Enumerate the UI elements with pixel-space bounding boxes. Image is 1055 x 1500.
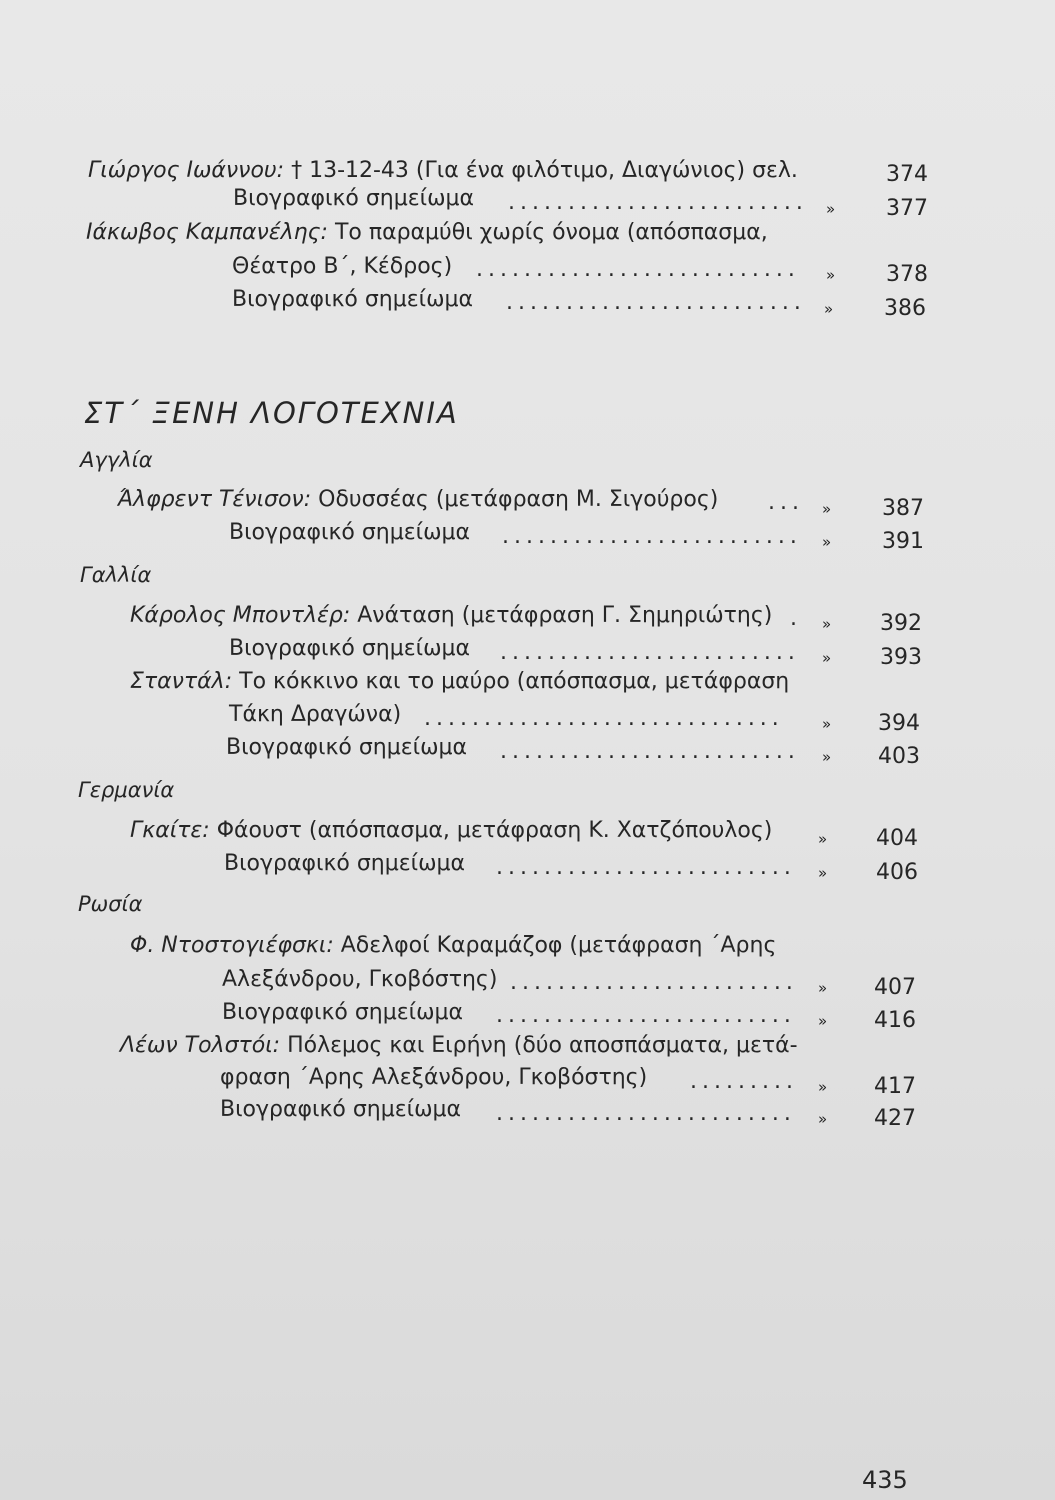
entry-title: † 13-12-43 (Για ένα φιλότιμο, Διαγώνιος) σελ.: [291, 158, 798, 183]
ditto-mark: »: [822, 649, 832, 667]
leader-dots: .........................: [500, 739, 800, 764]
ditto-mark: »: [826, 200, 836, 218]
page-ref: 391: [882, 529, 924, 554]
section-heading: ΣΤ΄ ΞΕΝΗ ΛΟΓΟΤΕΧΝΙΑ: [84, 396, 459, 430]
ditto-mark: »: [822, 615, 832, 633]
page-ref: 427: [874, 1106, 916, 1131]
bio-label: Βιογραφικό σημείωμα: [229, 520, 471, 545]
entry-title-cont: Αλεξάνδρου, Γκοβόστης): [222, 967, 498, 992]
entry-title-cont: Τάκη Δραγώνα): [229, 702, 402, 727]
leader-dots: .........................: [500, 640, 800, 665]
author-name: Γιώργος Ιωάννου:: [88, 158, 285, 183]
author-name: Κάρολος Μποντλέρ:: [130, 603, 351, 628]
leader-dots: .........................: [506, 290, 806, 315]
ditto-mark: »: [818, 1012, 828, 1030]
page-ref: 387: [882, 496, 924, 521]
page-ref: 417: [874, 1074, 916, 1099]
toc-entry: [86, 220, 768, 246]
country-russia: Ρωσία: [78, 892, 143, 916]
toc-entry: [130, 818, 772, 844]
leader-dots: ...........................: [476, 257, 800, 282]
bio-label: Βιογραφικό σημείωμα: [232, 287, 474, 312]
leader-dots: .........................: [496, 1101, 796, 1126]
toc-entry: [130, 603, 772, 629]
author-name: Λέων Τολστόι:: [120, 1033, 281, 1058]
toc-entry: [130, 933, 776, 959]
entry-title: Το κόκκινο και το μαύρο (απόσπασμα, μετάφραση: [239, 669, 790, 694]
entry-title: Ανάταση (μετάφραση Γ. Σημηριώτης): [357, 603, 773, 628]
leader-dots: ........................: [510, 970, 798, 995]
bio-label: Βιογραφικό σημείωμα: [226, 735, 468, 760]
ditto-mark: »: [826, 266, 836, 284]
ditto-mark: »: [818, 864, 828, 882]
leader-dots: .........................: [496, 1003, 796, 1028]
page-ref: 404: [876, 826, 918, 851]
page-ref: 416: [874, 1008, 916, 1033]
page-ref: 392: [880, 611, 922, 636]
ditto-mark: »: [822, 715, 832, 733]
leader-dots: ..............................: [424, 706, 784, 731]
leader-dots: .: [790, 606, 802, 631]
ditto-mark: »: [822, 500, 832, 518]
author-name: Φ. Ντοστογιέφσκι:: [130, 933, 334, 958]
page-ref: 377: [886, 196, 928, 221]
leader-dots: .........: [690, 1069, 798, 1094]
ditto-mark: »: [818, 830, 828, 848]
country-germany: Γερμανία: [78, 778, 175, 802]
toc-entry: [120, 1033, 798, 1059]
page-ref: 378: [886, 262, 928, 287]
bio-label: Βιογραφικό σημείωμα: [224, 851, 466, 876]
bio-label: Βιογραφικό σημείωμα: [229, 636, 471, 661]
author-name: Ιάκωβος Καμπανέλης:: [86, 220, 328, 245]
country-france: Γαλλία: [80, 563, 152, 587]
bio-label: Βιογραφικό σημείωμα: [222, 1000, 464, 1025]
entry-title: Το παραμύθι χωρίς όνομα (απόσπασμα,: [334, 220, 768, 245]
toc-entry: [118, 487, 718, 513]
entry-title: Οδυσσέας (μετάφραση Μ. Σιγούρος): [318, 487, 719, 512]
page-ref: 403: [878, 744, 920, 769]
author-name: Σταντάλ:: [130, 669, 233, 694]
page-ref: 407: [874, 975, 916, 1000]
author-name: Γκαίτε:: [130, 818, 210, 843]
entry-title: Φάουστ (απόσπασμα, μετάφραση Κ. Χατζόπουλος): [216, 818, 773, 843]
ditto-mark: »: [818, 1078, 828, 1096]
page-ref: 394: [878, 711, 920, 736]
entry-title-cont: Θέατρο Β΄, Κέδρος): [232, 254, 453, 279]
toc-entry: [88, 158, 798, 184]
leader-dots: .........................: [502, 524, 802, 549]
country-england: Αγγλία: [80, 448, 153, 472]
ditto-mark: »: [824, 300, 834, 318]
page-ref: 393: [880, 645, 922, 670]
bio-label: Βιογραφικό σημείωμα: [233, 186, 475, 211]
toc-entry: [130, 669, 789, 695]
ditto-mark: »: [822, 748, 832, 766]
page-ref: 406: [876, 860, 918, 885]
leader-dots: ...: [768, 490, 804, 515]
page-number: 435: [862, 1466, 908, 1494]
page-ref: 374: [886, 162, 928, 187]
page-ref: 386: [884, 296, 926, 321]
ditto-mark: »: [818, 979, 828, 997]
ditto-mark: »: [818, 1110, 828, 1128]
entry-title-cont: φραση ΄Αρης Αλεξάνδρου, Γκοβόστης): [220, 1065, 648, 1090]
ditto-mark: »: [822, 533, 832, 551]
bio-label: Βιογραφικό σημείωμα: [220, 1097, 462, 1122]
entry-title: Πόλεμος και Ειρήνη (δύο αποσπάσματα, μετά-: [287, 1033, 798, 1058]
entry-title: Αδελφοί Καραμάζοφ (μετάφραση ΄Αρης: [340, 933, 777, 958]
author-name: Άλφρεντ Τένισον:: [118, 487, 312, 512]
leader-dots: .........................: [508, 190, 808, 215]
leader-dots: .........................: [496, 855, 796, 880]
